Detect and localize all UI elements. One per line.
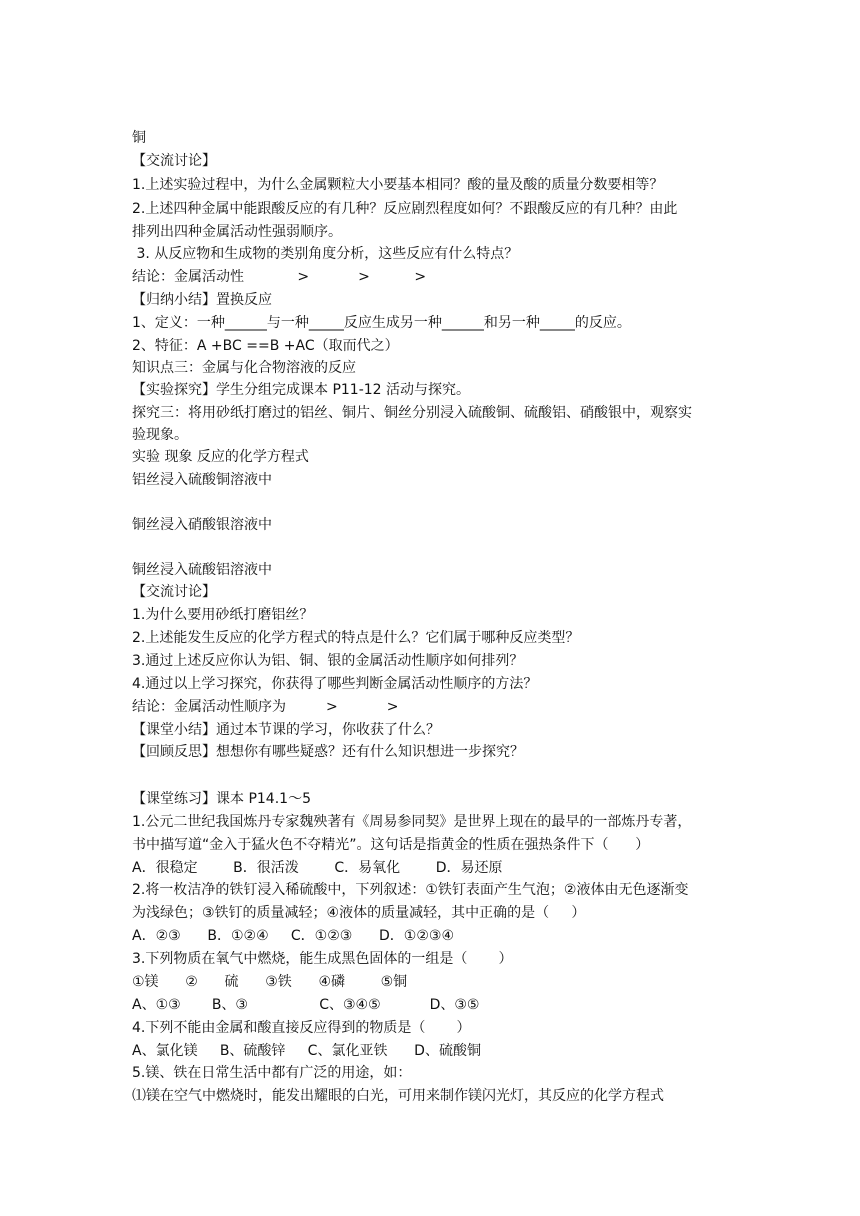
question-text: 为浅绿色；③铁钉的质量减轻；④液体的质量减轻，其中正确的是（ ） — [132, 905, 586, 921]
question-text: ⑴镁在空气中燃烧时，能发出耀眼的白光，可用来制作镁闪光灯，其反应的化学方程式 — [132, 1088, 664, 1104]
text-line: 4.通过以上学习探究，你获得了哪些判断金属活动性顺序的方法？ — [132, 676, 538, 692]
section-heading: 【交流讨论】 — [132, 584, 216, 600]
answer-options: A、①③ B、③ C、③④⑤ D、③⑤ — [132, 997, 480, 1013]
table-header: 实验 现象 反应的化学方程式 — [132, 449, 309, 465]
question-text: 书中描写道“金入于猛火色不夺精光”。这句话是指黄金的性质在强热条件下（ ） — [132, 837, 650, 853]
text-line: 3. 从反应物和生成物的类别角度分析，这些反应有什么特点？ — [132, 246, 519, 262]
question-text: 4.下列不能由金属和酸直接反应得到的物质是（ ） — [132, 1020, 471, 1036]
text-line: 2.上述四种金属中能跟酸反应的有几种？反应剧烈程度如何？不跟酸反应的有几种？由此 — [132, 201, 678, 217]
text-line: 3.通过上述反应你认为铝、铜、银的金属活动性顺序如何排列？ — [132, 653, 524, 669]
section-heading: 【课堂练习】课本 P14.1～5 — [132, 791, 311, 807]
section-heading: 【交流讨论】 — [132, 153, 216, 169]
text-line: 结论：金属活动性顺序为 > > — [132, 699, 399, 715]
table-row: 铝丝浸入硫酸铜溶液中 — [132, 472, 272, 488]
answer-options: A．很稳定 B．很活泼 C．易氧化 D．易还原 — [132, 860, 503, 876]
table-row: 铜丝浸入硝酸银溶液中 — [132, 517, 272, 533]
text-line: 1.为什么要用砂纸打磨铝丝？ — [132, 607, 314, 623]
text-line: 知识点三：金属与化合物溶液的反应 — [132, 360, 356, 376]
text-line: 2.上述能发生反应的化学方程式的特点是什么？它们属于哪种反应类型？ — [132, 630, 580, 646]
text-line: 排列出四种金属活动性强弱顺序。 — [132, 224, 342, 240]
text-line: 1.上述实验过程中，为什么金属颗粒大小要基本相同？酸的量及酸的质量分数要相等？ — [132, 177, 664, 193]
answer-options: A．②③ B．①②④ C．①②③ D．①②③④ — [132, 928, 454, 944]
question-text: 5.镁、铁在日常生活中都有广泛的用途，如： — [132, 1065, 412, 1081]
table-row: 铜丝浸入硫酸铝溶液中 — [132, 562, 272, 578]
text-line: 探究三：将用砂纸打磨过的铝丝、铜片、铜丝分别浸入硫酸铜、硫酸铝、硝酸银中，观察实 — [132, 405, 692, 421]
section-heading: 【实验探究】学生分组完成课本 P11-12 活动与探究。 — [132, 382, 471, 398]
question-text: 1.公元二世纪我国炼丹专家魏殃著有《周易参同契》是世界上现在的最早的一部炼丹专著， — [132, 814, 692, 830]
section-heading: 【课堂小结】通过本节课的学习，你收获了什么？ — [132, 722, 440, 738]
text-line: 铜 — [132, 130, 146, 146]
text-line: 结论：金属活动性 > > > — [132, 269, 427, 285]
section-heading: 【归纳小结】置换反应 — [132, 292, 272, 308]
question-text: 2.将一枚洁净的铁钉浸入稀硫酸中，下列叙述：①铁钉表面产生气泡；②液体由无色逐渐变 — [132, 882, 689, 898]
text-line: 1、定义：一种______与一种_____反应生成另一种______和另一种_____的反应。 — [132, 315, 631, 331]
question-text: 3.下列物质在氧气中燃烧，能生成黑色固体的一组是（ ） — [132, 951, 513, 967]
text-line: 2、特征：A +BC ==B +AC（取而代之） — [132, 338, 399, 354]
answer-options: A、氯化镁 B、硫酸锌 C、氯化亚铁 D、硫酸铜 — [132, 1043, 481, 1059]
section-heading: 【回顾反思】想想你有哪些疑惑？还有什么知识想进一步探究？ — [132, 744, 524, 760]
text-line: 验现象。 — [132, 427, 188, 443]
question-text: ①镁 ② 硫 ③铁 ④磷 ⑤铜 — [132, 974, 408, 990]
